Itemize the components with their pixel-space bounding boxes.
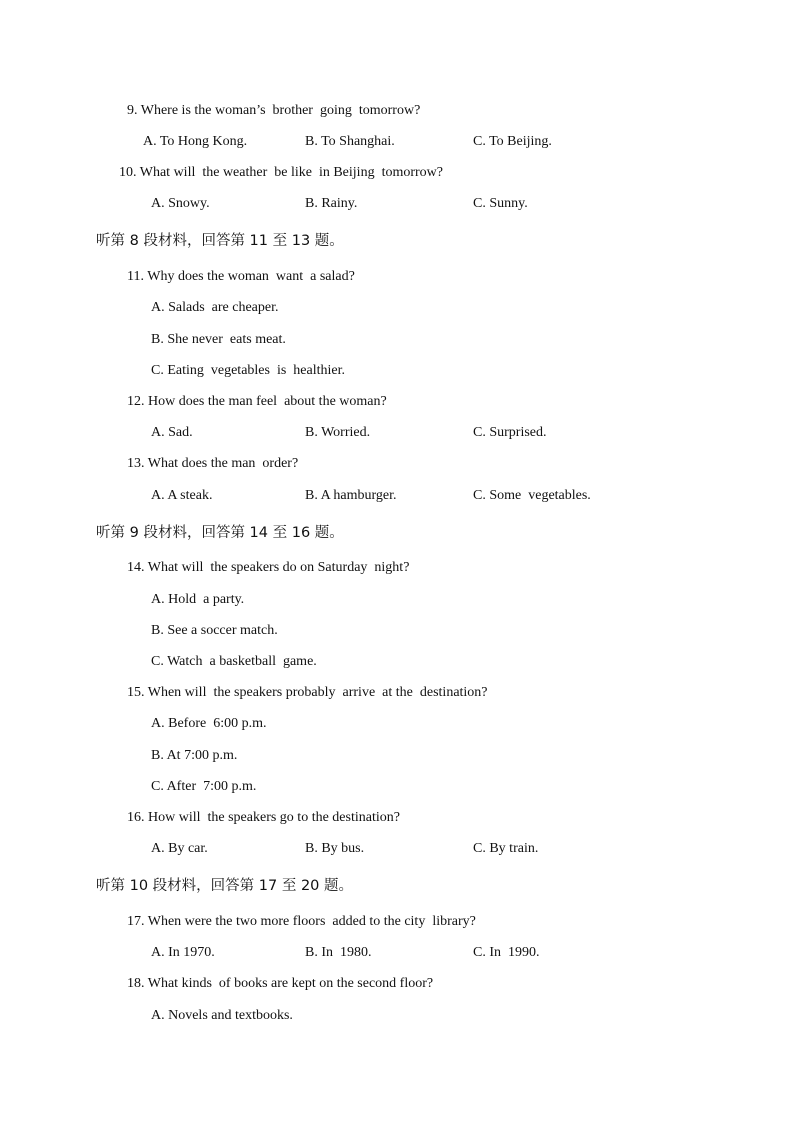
- question-11: 11. Why does the woman want a salad?: [127, 269, 355, 284]
- question-18: 18. What kinds of books are kept on the second floor?: [127, 976, 434, 991]
- question-14: 14. What will the speakers do on Saturday night?: [127, 560, 410, 575]
- q13-option-c: C. Some vegetables.: [473, 488, 591, 503]
- q13-option-b: B. A hamburger.: [305, 488, 397, 503]
- q15-option-b: B. At 7:00 p.m.: [151, 748, 238, 763]
- q16-option-c: C. By train.: [473, 841, 539, 856]
- question-13: 13. What does the man order?: [127, 456, 299, 471]
- q10-option-a: A. Snowy.: [151, 196, 210, 211]
- q10-option-c: C. Sunny.: [473, 196, 528, 211]
- q14-option-a: A. Hold a party.: [151, 592, 245, 607]
- q15-option-a: A. Before 6:00 p.m.: [151, 716, 267, 731]
- section-8-heading: 听第 8 段材料，回答第 11 至 13 题。: [96, 233, 344, 249]
- question-9: 9. Where is the woman’s brother going tomorrow?: [127, 103, 421, 118]
- q13-option-a: A. A steak.: [151, 488, 213, 503]
- q9-option-a: A. To Hong Kong.: [143, 134, 248, 149]
- q18-option-a: A. Novels and textbooks.: [151, 1008, 293, 1023]
- q14-option-c: C. Watch a basketball game.: [151, 654, 317, 669]
- q11-option-c: C. Eating vegetables is healthier.: [151, 363, 346, 378]
- q14-option-b: B. See a soccer match.: [151, 623, 278, 638]
- q12-option-c: C. Surprised.: [473, 425, 547, 440]
- question-10: 10. What will the weather be like in Beijing tomorrow?: [119, 165, 443, 180]
- section-10-heading: 听第 10 段材料，回答第 17 至 20 题。: [96, 878, 354, 894]
- q17-option-c: C. In 1990.: [473, 945, 540, 960]
- q17-option-b: B. In 1980.: [305, 945, 372, 960]
- section-9-heading: 听第 9 段材料，回答第 14 至 16 题。: [96, 525, 344, 541]
- q17-option-a: A. In 1970.: [151, 945, 215, 960]
- q12-option-b: B. Worried.: [305, 425, 371, 440]
- q15-option-c: C. After 7:00 p.m.: [151, 779, 257, 794]
- q16-option-a: A. By car.: [151, 841, 208, 856]
- q11-option-a: A. Salads are cheaper.: [151, 300, 279, 315]
- question-17: 17. When were the two more floors added to the city library?: [127, 914, 476, 929]
- question-16: 16. How will the speakers go to the destination?: [127, 810, 400, 825]
- q12-option-a: A. Sad.: [151, 425, 193, 440]
- question-15: 15. When will the speakers probably arrive at the destination?: [127, 685, 488, 700]
- q11-option-b: B. She never eats meat.: [151, 332, 286, 347]
- q16-option-b: B. By bus.: [305, 841, 365, 856]
- q9-option-b: B. To Shanghai.: [305, 134, 395, 149]
- q10-option-b: B. Rainy.: [305, 196, 358, 211]
- question-12: 12. How does the man feel about the woman?: [127, 394, 387, 409]
- q9-option-c: C. To Beijing.: [473, 134, 552, 149]
